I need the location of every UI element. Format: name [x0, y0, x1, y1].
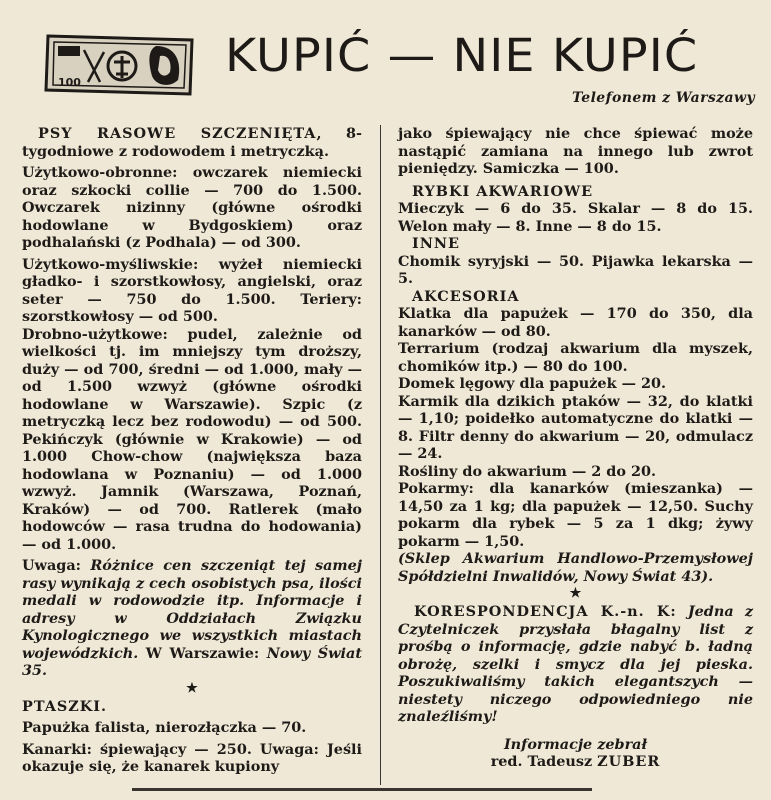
star-separator-left: ★ — [186, 680, 198, 696]
akcesoria-item: Karmik dla dzikich ptaków — 32, do klatki — 1,10; poidełko automatyczne do klatki — 8. Filtr denny do akwarium — 20, odmulacz — 24. — [398, 392, 753, 462]
right-column — [398, 125, 753, 771]
left-column — [22, 125, 362, 776]
section-heading-rybki: RYBKI AKWARIOWE — [412, 182, 594, 200]
akcesoria-item: Klatka dla papużek — 170 do 350, dla kanarków — od 80. — [398, 305, 753, 340]
akcesoria-item: Domek lęgowy dla papużek — 20. — [398, 375, 667, 392]
akcesoria-item: Rośliny do akwarium — 2 do 20. — [398, 462, 656, 480]
section-heading-ptaszki: PTASZKI. — [22, 697, 108, 715]
papuzka-line: Papużka falista, nierozłączka — 70. — [22, 719, 307, 736]
logo-denomination: 100 — [58, 76, 81, 89]
sklep-note: (Sklep Akwarium Handlowo-Przemysłowej Spółdzielni Inwalidów, Nowy Świat 43). — [398, 550, 753, 585]
signoff-line-1: Informacje zebrał — [503, 735, 648, 753]
akcesoria-item: Pokarmy: dla kanarków (mieszanka) — 14,50 za 1 kg; dla papużek — 12,50. Suchy pokarm dla rybek — 5 za 1 dkg; żywy pokarm — 1,50. — [398, 480, 753, 550]
uwaga-label: Uwaga: — [22, 557, 81, 574]
star-separator-right: ★ — [569, 586, 582, 601]
uwaga-warszawa-label: W Warszawie: — [145, 644, 260, 662]
psy-intro: 8-tygodniowe z rodowodem i metryczką. — [22, 125, 362, 160]
uwaga-paragraph — [22, 557, 362, 680]
rybki-paragraph: Mieczyk — 6 do 35. Skalar — 8 do 15. Welon mały — 8. Inne — 8 do 15. — [398, 200, 753, 235]
byline: Telefonem z Warszawy — [572, 90, 755, 106]
korespondencja-paragraph — [398, 603, 753, 726]
section-heading-inne: INNE — [412, 235, 461, 252]
akcesoria-item: Terrarium (rodzaj akwarium dla myszek, chomików itp.) — 80 do 100. — [398, 340, 753, 375]
column-divider — [380, 125, 381, 785]
obronne-paragraph: Użytkowo-obronne: owczarek niemiecki oraz szkocki collie — 700 do 1.500. Owczarek nizinny (główne ośrodki hodowlane w Bydgoskiem) oraz podhalański (z Podhala) — od 300. — [22, 164, 362, 251]
uwaga-warszawa-text: Nowy Świat 35. — [22, 644, 362, 679]
kanarki-paragraph: Kanarki: śpiewający — 250. Uwaga: Jeśli okazuje się, że kanarek kupiony — [22, 740, 362, 775]
column-logo — [44, 32, 196, 98]
uwaga-text: Różnice cen szczeniąt tej samej rasy wynikają z cech osobistych psa, ilości medali w rodowodzie itp. Informacje i adresy w Oddziałach Związku Kynologicznego we wszystkich miastach wojewódzkich. — [22, 557, 362, 662]
kanarki-continuation: jako śpiewający nie chce śpiewać może nastąpić zamiana na innego lub zwrot pieniędzy. Samiczka — 100. — [398, 125, 753, 177]
signoff-prefix: red. Tadeusz — [490, 753, 593, 770]
inne-paragraph: Chomik syryjski — 50. Pijawka lekarska — 5. — [398, 252, 753, 287]
drobno-paragraph: Drobno-użytkowe: pudel, zależnie od wielkości tj. im mniejszy tym droższy, duży — od 700, średni — od 1.000, mały — od 1.500 wzwyż (główne ośrodki hodowlane w Warszawie). Szpic (z metryczką lecz bez rodowodu) — od 500. Pekińczyk (głównie w Krakowie) — od 1.000 Chow-chow (największa baza hodowlana w Poznaniu) — od 1.000 wzwyż. Jamnik (Warszawa, Poznań, Kraków) — od 700. Ratlerek (mało hodowców — rasa trudna do hodowania) — od 1.000. — [22, 325, 362, 553]
section-heading-korespondencja: KORESPONDENCJA K.-n. K: — [414, 603, 677, 620]
section-heading-psy: PSY RASOWE SZCZENIĘTA, — [38, 125, 323, 142]
section-heading-akcesoria: AKCESORIA — [412, 287, 520, 305]
page-title: KUPIĆ — NIE KUPIĆ — [225, 29, 699, 82]
bottom-rule — [132, 788, 592, 791]
korespondencja-text: Jedna z Czytelniczek przysłała błagalny list z prośbą o informację, gdzie nabyć b. ładną obrożę, szelki i smycz dla jej pieska. Poszukiwaliśmy takich elegantszych — niestety niczego odpowiedniego nie znaleźliśmy! — [398, 603, 754, 725]
signoff-line-2 — [398, 753, 753, 771]
psy-paragraph — [22, 125, 362, 160]
signoff-name: ZUBER — [597, 753, 661, 770]
mysliwskie-paragraph: Użytkowo-myśliwskie: wyżeł niemiecki gładko- i szorstkowłosy, angielski, oraz seter — 750 do 1.500. Teriery: szorstkowłosy — od 500. — [22, 255, 362, 325]
